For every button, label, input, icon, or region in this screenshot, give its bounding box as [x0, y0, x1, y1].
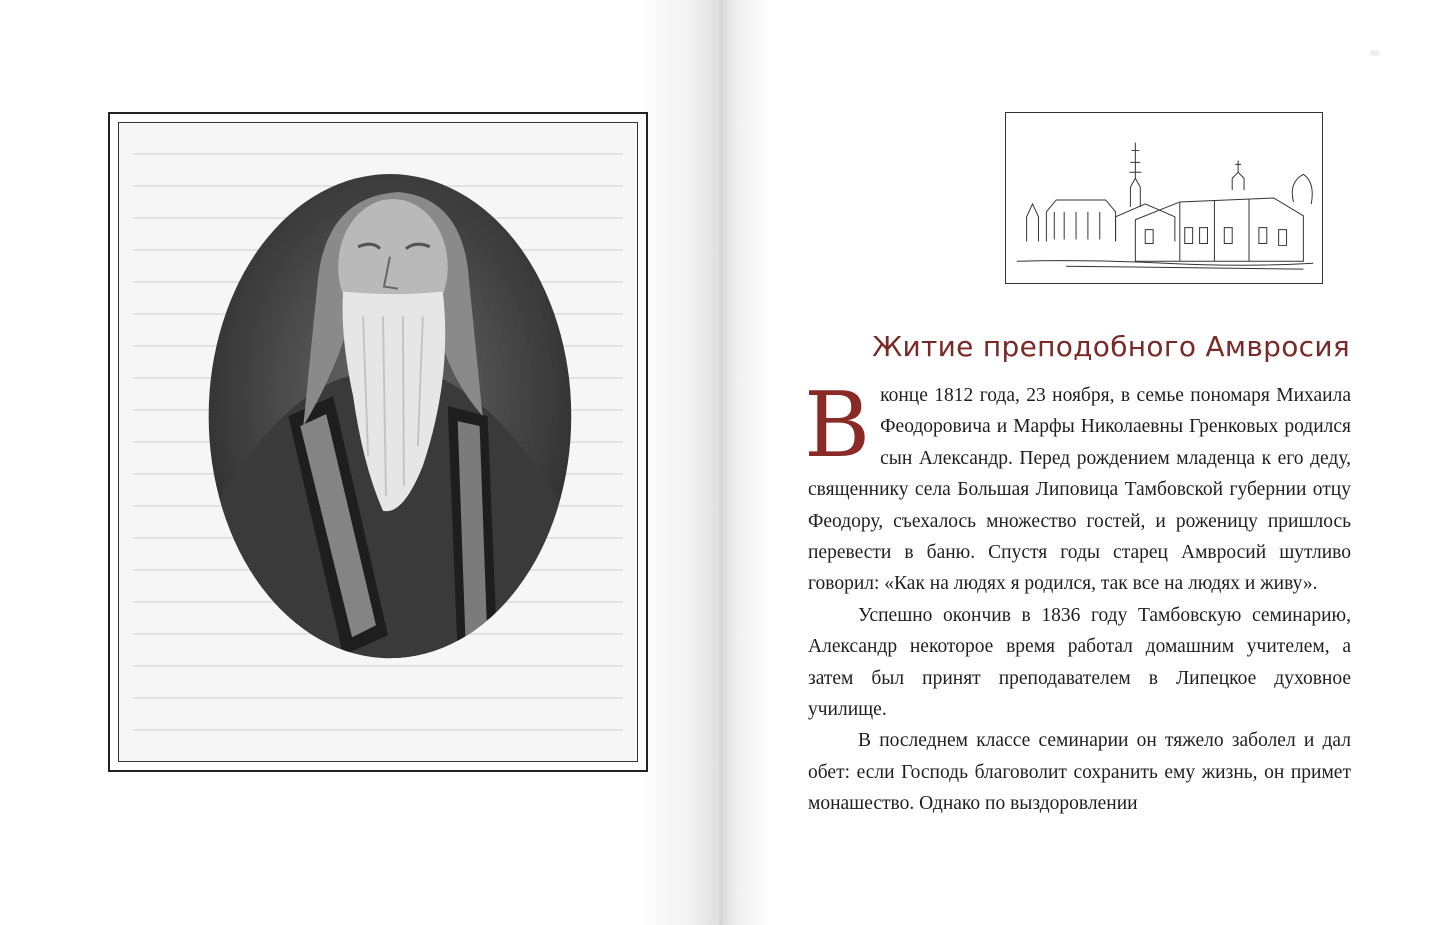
monastery-sketch-frame: [1005, 112, 1323, 284]
paragraph-2: Успешно окончив в 1836 году Тамбовскую семинарию, Александр некоторое время работал домашним учителем, а затем был принят преподавателем в Липецкое духовное училище.: [808, 604, 1351, 721]
monastery-sketch-icon: [1006, 113, 1322, 283]
left-page: [0, 0, 722, 925]
page-mark: [1370, 50, 1380, 56]
paragraph-1: Вконце 1812 года, 23 ноября, в семье пономаря Михаила Феодоровича и Марфы Николаевны Гренковых родился сын Александр. Перед рождением младенца к его деду, священнику села Большая Липовица Тамбовской губернии отцу Феодору, съехалось множество гостей, и роженицу пришлось перевести в баню. Спустя годы старец Амвросий шутливо говорил: «Как на людях я родился, так все на людях и живу».: [804, 373, 1351, 595]
paragraph-3: В последнем классе семинарии он тяжело заболел и дал обет: если Господь благоволит сохранить ему жизнь, он примет монашество. Однако по выздоровлении: [808, 730, 1351, 815]
portrait-photo-icon: [119, 123, 637, 761]
chapter-title: Житие преподобного Амвросия: [872, 330, 1350, 363]
portrait-frame-inner: [118, 122, 638, 762]
chapter-body: [804, 373, 1351, 820]
drop-cap: В: [804, 373, 871, 478]
portrait-frame: [108, 112, 648, 772]
